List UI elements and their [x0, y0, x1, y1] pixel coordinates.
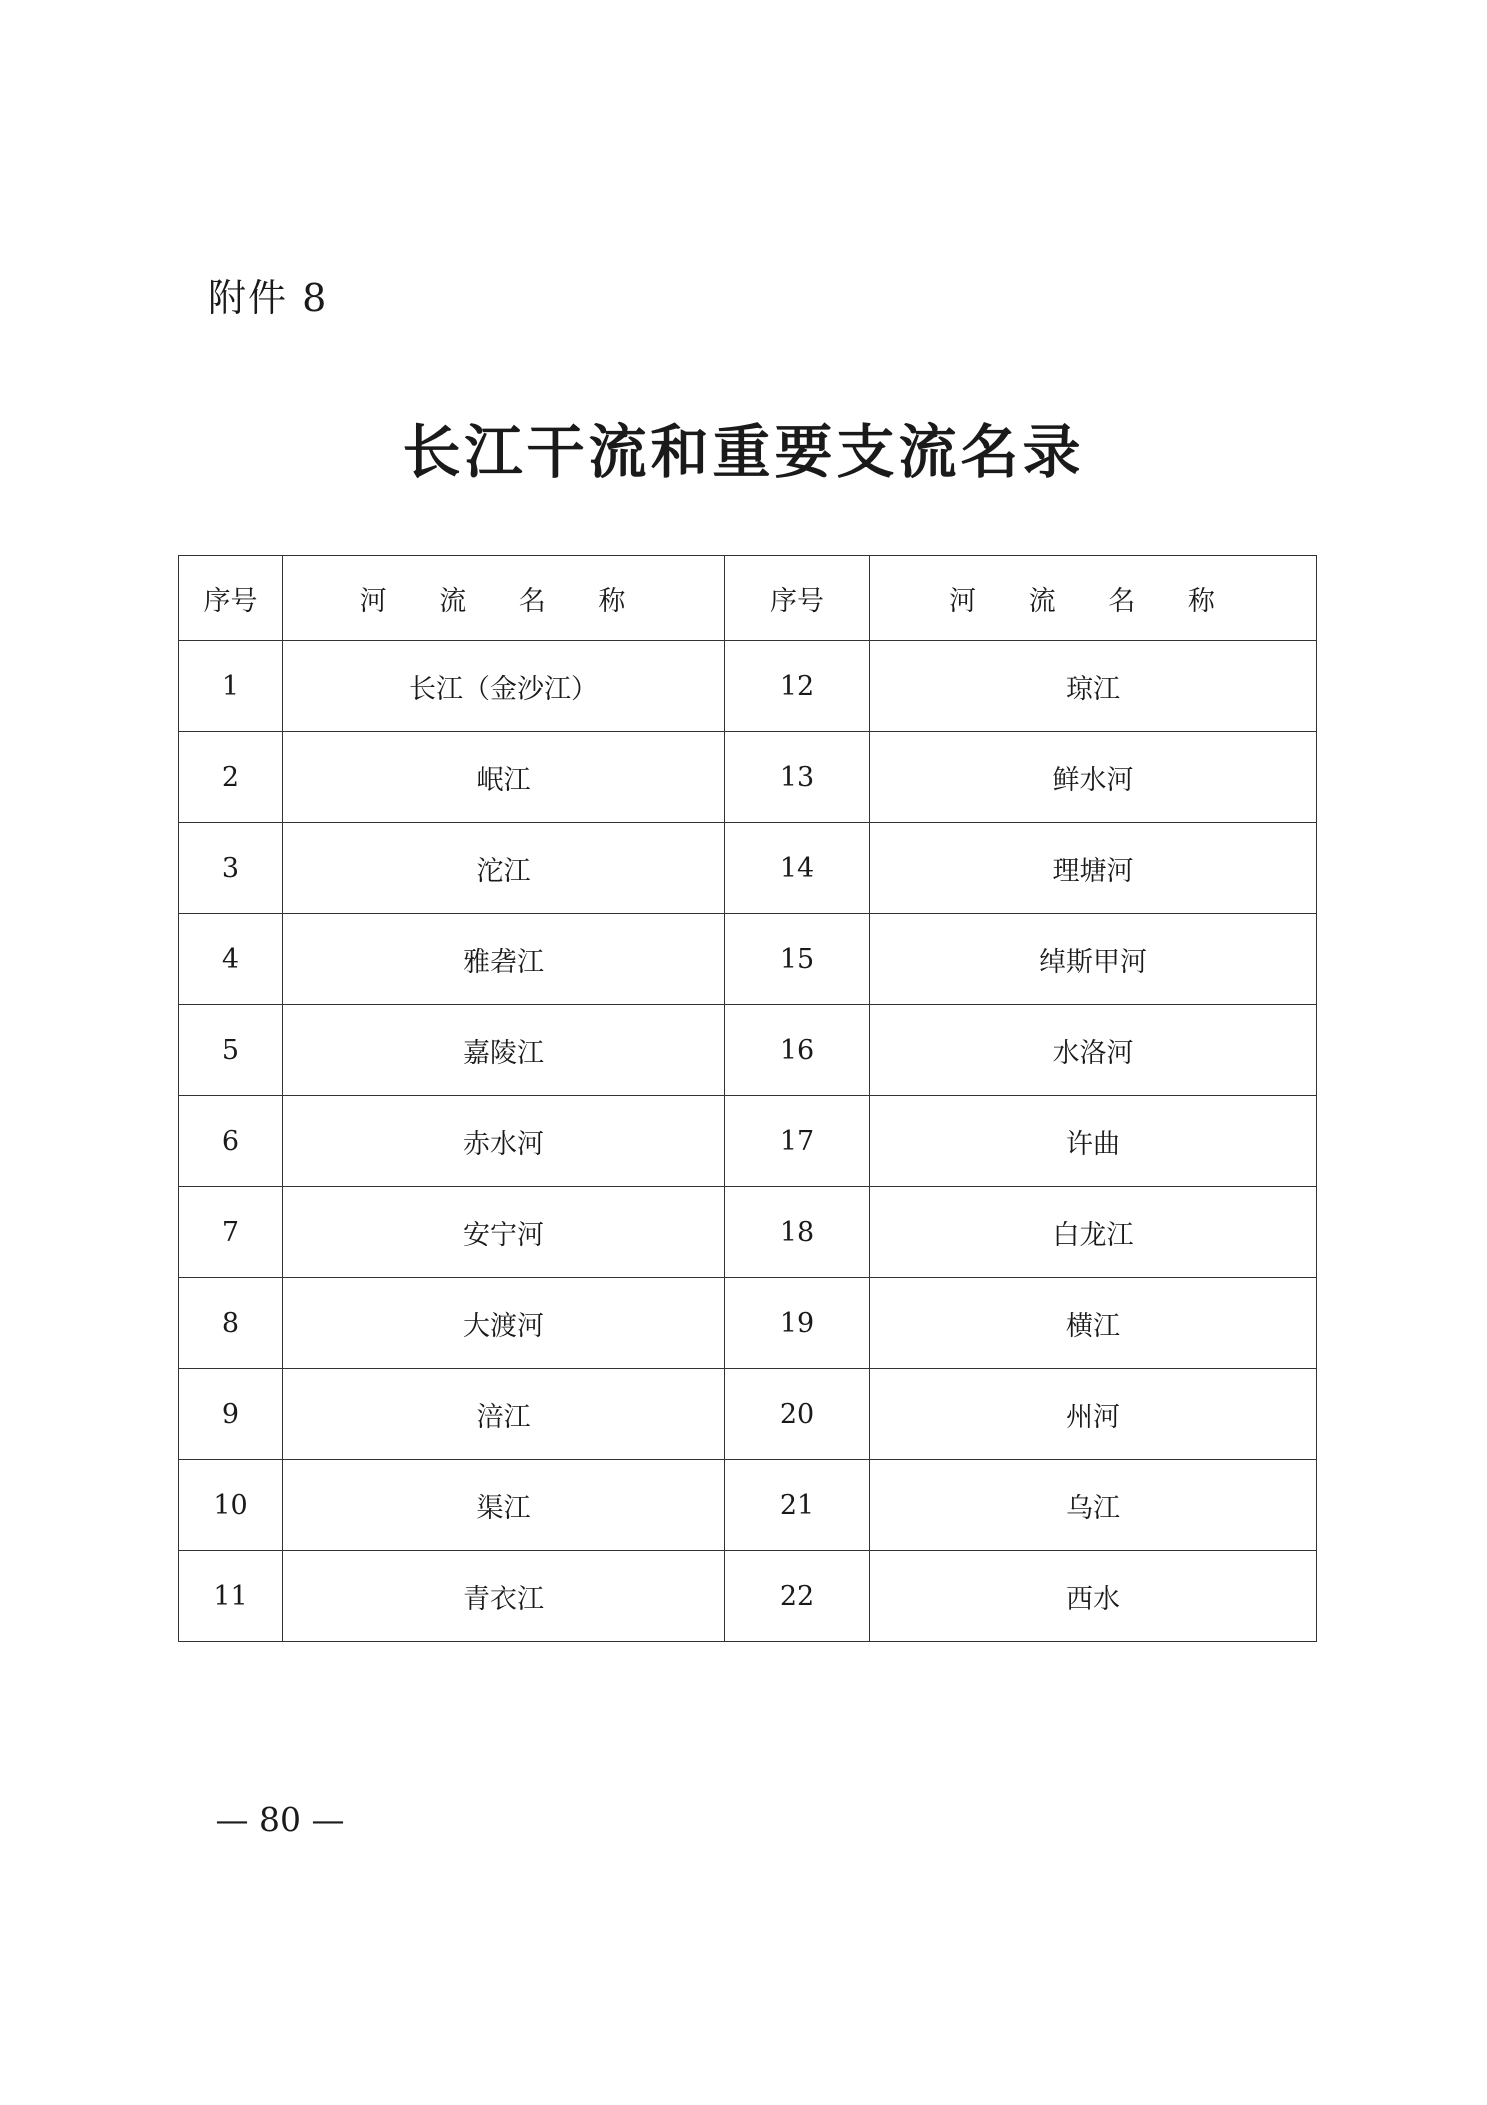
- serial-cell: 3: [179, 823, 283, 914]
- river-name-cell: 沱江: [283, 823, 725, 914]
- table-row: [179, 1005, 1317, 1096]
- river-name-cell: 涪江: [283, 1369, 725, 1460]
- header-serial-left: 序号: [179, 556, 283, 641]
- river-name-cell: 渠江: [283, 1460, 725, 1551]
- river-name-cell: 州河: [870, 1369, 1317, 1460]
- serial-cell: 22: [725, 1551, 870, 1642]
- river-name-cell: 理塘河: [870, 823, 1317, 914]
- header-river-name-right: 河 流 名 称: [870, 556, 1317, 641]
- table-row: [179, 641, 1317, 732]
- table-row: [179, 823, 1317, 914]
- serial-cell: 15: [725, 914, 870, 1005]
- river-name-cell: 鲜水河: [870, 732, 1317, 823]
- river-name-cell: 乌江: [870, 1460, 1317, 1551]
- river-name-cell: 许曲: [870, 1096, 1317, 1187]
- serial-cell: 14: [725, 823, 870, 914]
- river-name-cell: 横江: [870, 1278, 1317, 1369]
- serial-cell: 11: [179, 1551, 283, 1642]
- attachment-label: 附件 8: [208, 276, 329, 320]
- river-name-cell: 青衣江: [283, 1551, 725, 1642]
- serial-cell: 20: [725, 1369, 870, 1460]
- river-name-cell: 岷江: [283, 732, 725, 823]
- header-serial-right: 序号: [725, 556, 870, 641]
- serial-cell: 8: [179, 1278, 283, 1369]
- serial-cell: 10: [179, 1460, 283, 1551]
- table-row: [179, 1551, 1317, 1642]
- river-name-cell: 琼江: [870, 641, 1317, 732]
- serial-cell: 18: [725, 1187, 870, 1278]
- serial-cell: 12: [725, 641, 870, 732]
- serial-cell: 19: [725, 1278, 870, 1369]
- table-row: [179, 1187, 1317, 1278]
- river-name-cell: 嘉陵江: [283, 1005, 725, 1096]
- serial-cell: 17: [725, 1096, 870, 1187]
- table-row: [179, 1369, 1317, 1460]
- river-name-cell: 绰斯甲河: [870, 914, 1317, 1005]
- table-row: [179, 1460, 1317, 1551]
- river-name-cell: 雅砻江: [283, 914, 725, 1005]
- page-number: — 80 —: [215, 1800, 345, 1839]
- river-name-cell: 西水: [870, 1551, 1317, 1642]
- serial-cell: 13: [725, 732, 870, 823]
- river-name-cell: 白龙江: [870, 1187, 1317, 1278]
- document-title: 长江干流和重要支流名录: [402, 418, 1085, 486]
- river-name-cell: 水洛河: [870, 1005, 1317, 1096]
- serial-cell: 21: [725, 1460, 870, 1551]
- table-row: [179, 1278, 1317, 1369]
- serial-cell: 5: [179, 1005, 283, 1096]
- table-header-row: [179, 556, 1317, 641]
- serial-cell: 1: [179, 641, 283, 732]
- river-name-cell: 赤水河: [283, 1096, 725, 1187]
- river-list-table: [178, 555, 1317, 1642]
- serial-cell: 6: [179, 1096, 283, 1187]
- river-name-cell: 大渡河: [283, 1278, 725, 1369]
- serial-cell: 2: [179, 732, 283, 823]
- table-row: [179, 914, 1317, 1005]
- serial-cell: 4: [179, 914, 283, 1005]
- serial-cell: 16: [725, 1005, 870, 1096]
- table-row: [179, 732, 1317, 823]
- serial-cell: 9: [179, 1369, 283, 1460]
- serial-cell: 7: [179, 1187, 283, 1278]
- header-river-name-left: 河 流 名 称: [283, 556, 725, 641]
- river-name-cell: 安宁河: [283, 1187, 725, 1278]
- river-name-cell: 长江（金沙江）: [283, 641, 725, 732]
- table-row: [179, 1096, 1317, 1187]
